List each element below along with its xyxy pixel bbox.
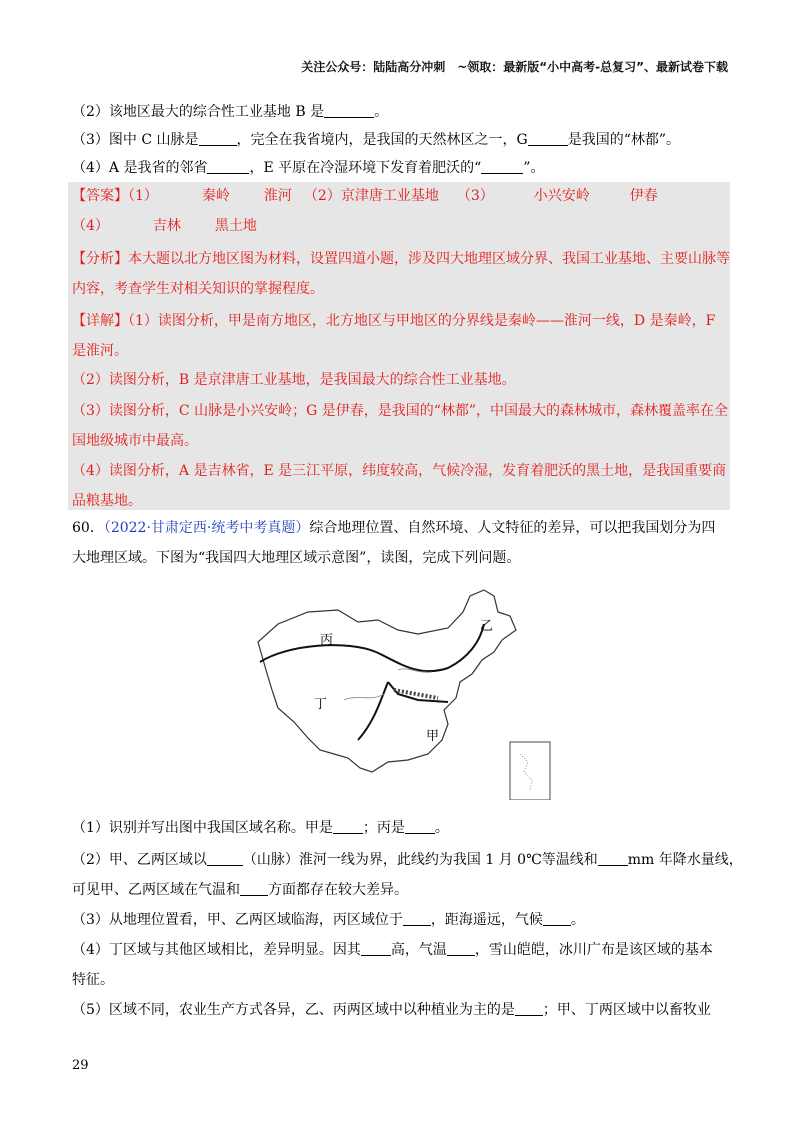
map-label-ding: 丁	[314, 697, 328, 712]
answer-tag: 【答案】	[72, 188, 128, 204]
answer-item: 小兴安岭	[533, 188, 590, 204]
answer-blank	[324, 103, 374, 118]
region-boundary-north	[260, 624, 484, 671]
s2-text: （2）甲、乙两区域以	[72, 852, 207, 868]
s2-unit: mm 年降水量线，	[627, 852, 743, 868]
question-60-stem	[72, 518, 732, 538]
question-source: （2022·甘肃定西·统考中考真题）	[103, 520, 310, 536]
question-3	[72, 130, 732, 150]
q4-mid: ，E 平原在冷湿环境下发育着肥沃的“	[249, 160, 482, 176]
detail-text: （1）读图分析，甲是南方地区，北方地区与甲地区的分界线是秦岭——淮河一线，D 是秦岭，F 是淮河。	[72, 313, 716, 359]
s3-end: 。	[570, 912, 585, 928]
s4-mid: 高，气温	[390, 942, 447, 958]
sub-question-5	[72, 1000, 732, 1020]
q4-end: ”。	[523, 160, 545, 176]
sub-question-4-cont: 特征。	[72, 972, 114, 988]
map-label-jia: 甲	[426, 729, 440, 744]
question-number: 60．	[72, 520, 104, 536]
china-regions-map	[248, 582, 558, 800]
answer-line-2	[72, 216, 732, 236]
detail-tag: 【详解】	[72, 313, 128, 329]
q4-text: （4）A 是我省的邻省	[72, 160, 208, 176]
s1-text: （1）识别并写出图中我国区域名称。甲是	[72, 820, 333, 836]
region-boundary-west	[358, 682, 388, 740]
answer-item: 黑土地	[214, 218, 257, 234]
answer-blank	[447, 941, 475, 956]
analysis-text: 本大题以北方地区图为材料，设置四道小题，涉及四大地理区域分界、我国工业基地、主要山脉等内容，考查学生对相关知识的掌握程度。	[72, 251, 730, 297]
s1-end: 。	[434, 820, 449, 836]
south-sea-inset	[510, 742, 550, 800]
q2-end: 。	[374, 104, 389, 120]
question-2	[72, 102, 732, 122]
detail-p4: （4）读图分析，A 是吉林省，E 是三江平原，纬度较高，气候冷湿，发育着肥沃的黑土地，是我国重要商品粮基地。	[72, 463, 727, 509]
answer-item: 秦岭	[201, 188, 230, 204]
detail-p3: （3）读图分析，C 山脉是小兴安岭；G 是伊春，是我国的“林都”，中国最大的森林城市，森林覆盖率在全国地级城市中最高。	[72, 403, 729, 449]
sub-question-1	[72, 818, 732, 838]
answer-blank	[199, 131, 237, 146]
answer-item: （3）	[456, 188, 494, 204]
answer-line-1	[72, 186, 732, 206]
s5-end: ；甲、丁两区域中以畜牧业	[542, 1002, 711, 1018]
s3-text: （3）从地理位置看，甲、乙两区域临海，丙区域位于	[72, 912, 403, 928]
s2-mid: （山脉）淮河一线为界，此线约为我国 1 月 0℃等温线和	[242, 852, 598, 868]
answer-item: （4）	[72, 218, 109, 234]
s5-text: （5）区域不同，农业生产方式各异，乙、丙两区域中以种植业为主的是	[72, 1002, 515, 1018]
page-number: 29	[72, 1058, 89, 1073]
answer-blank	[481, 159, 523, 174]
q3-text: （3）图中 C 山脉是	[72, 132, 199, 148]
q3-end: 是我国的“林都”。	[567, 132, 681, 148]
q3-mid: ，完全在我省境内，是我国的天然林区之一，G	[236, 132, 528, 148]
answer-item: （2）京津唐工业基地	[303, 188, 439, 204]
answer-blank	[515, 1001, 543, 1016]
china-outline	[258, 590, 516, 772]
answer-blank	[598, 851, 628, 866]
s3-mid: ，距海遥远，气候	[430, 912, 543, 928]
s4-mid-2: ，雪山皑皑，冰川广布是该区域的基本	[474, 942, 713, 958]
question-60-stem-2: 大地理区域。下图为“我国四大地理区域示意图”，读图，完成下列问题。	[72, 550, 521, 566]
answer-blank	[207, 159, 249, 174]
answer-blank	[528, 131, 568, 146]
inset-islands	[520, 754, 532, 790]
sub-question-2	[72, 850, 743, 870]
map-label-yi: 乙	[480, 619, 494, 634]
s4-text: （4）丁区域与其他区域相比，差异明显。因其	[72, 942, 361, 958]
s2-text-2: 可见甲、乙两区域在气温和	[72, 882, 240, 898]
detail-p2: （2）读图分析，B 是京津唐工业基地，是我国最大的综合性工业基地。	[72, 372, 516, 388]
analysis	[72, 244, 732, 304]
sub-question-2-cont	[72, 880, 732, 900]
detail-p1	[72, 306, 732, 366]
answer-blank	[405, 819, 435, 834]
answer-item: 淮河	[263, 188, 292, 204]
answer-blank	[543, 911, 571, 926]
answer-item: 吉林	[152, 218, 181, 234]
region-boundary-qinling	[388, 682, 448, 702]
answer-blank	[361, 941, 391, 956]
s1-mid: ；丙是	[362, 820, 405, 836]
analysis-tag: 【分析】	[72, 251, 128, 267]
sub-question-3	[72, 910, 732, 930]
answer-blank	[333, 819, 363, 834]
answer-item: （1）	[128, 188, 158, 204]
answer-blank	[207, 851, 243, 866]
map-label-bing: 丙	[320, 633, 334, 648]
sub-question-4	[72, 940, 732, 960]
page-header: 关注公众号：陆陆高分冲刺 ~领取：最新版“小中高考-总复习”、最新试卷下载	[301, 60, 728, 74]
answer-item: 伊春	[629, 188, 658, 204]
q2-text: （2）该地区最大的综合性工业基地 B 是	[72, 104, 325, 120]
question-4	[72, 158, 732, 178]
answer-blank	[240, 881, 268, 896]
s2-end: 方面都存在较大差异。	[268, 882, 408, 898]
question-stem: 综合地理位置、自然环境、人文特征的差异，可以把我国划分为四	[309, 520, 716, 536]
answer-blank	[403, 911, 431, 926]
